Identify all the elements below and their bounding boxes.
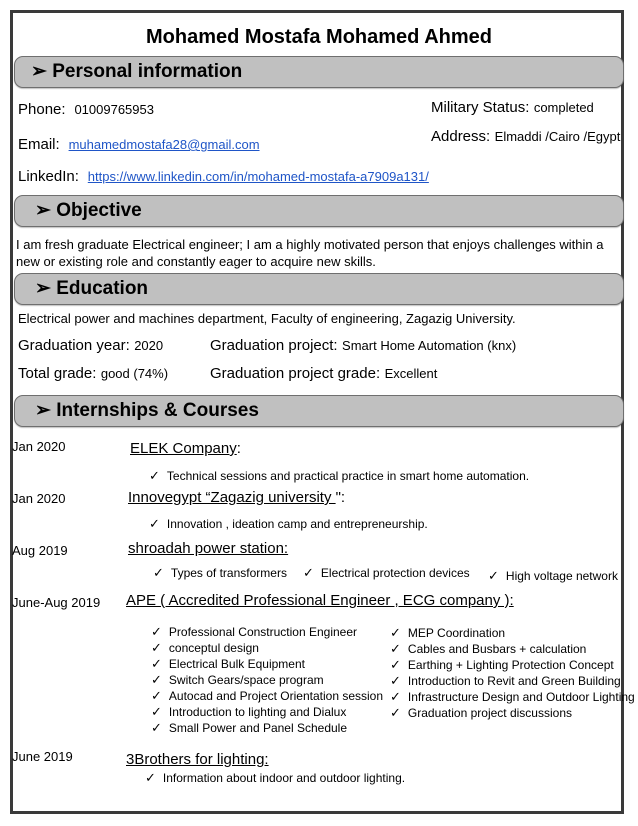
check-icon: ✓ bbox=[390, 705, 401, 720]
list-item: ✓ Types of transformers bbox=[153, 565, 287, 580]
project-grade-row: Graduation project grade: Excellent bbox=[210, 365, 438, 382]
section-band-personal bbox=[14, 56, 624, 88]
graduation-year-row: Graduation year: 2020 bbox=[18, 337, 164, 354]
total-grade-row: Total grade: good (74%) bbox=[18, 365, 169, 382]
entry-org: Innovegypt “Zagazig university ": bbox=[128, 489, 346, 506]
objective-text: I am fresh graduate Electrical engineer; I am a highly motivated person that enjoys challenges within a new or existing role and constantly eager to acquire new skills. bbox=[16, 237, 604, 269]
check-icon: ✓ bbox=[151, 720, 162, 735]
check-icon: ✓ bbox=[153, 565, 164, 580]
linkedin-row: LinkedIn: https://www.linkedin.com/in/mohamed-mostafa-a7909a131/ bbox=[18, 168, 429, 185]
course-list-left bbox=[151, 624, 383, 736]
list-item: ✓ Information about indoor and outdoor lighting. bbox=[145, 770, 406, 785]
list-item: ✓ Infrastructure Design and Outdoor Lighting bbox=[390, 689, 635, 704]
check-icon: ✓ bbox=[149, 468, 160, 483]
list-item: ✓ High voltage network bbox=[488, 568, 618, 583]
entry-date: Aug 2019 bbox=[12, 543, 68, 558]
list-item: ✓ Cables and Busbars + calculation bbox=[390, 641, 587, 656]
list-item: ✓ Autocad and Project Orientation session bbox=[151, 688, 384, 703]
entry-org: shroadah power station: bbox=[128, 540, 289, 557]
list-item: ✓ Innovation , ideation camp and entrepreneurship. bbox=[149, 516, 428, 531]
arrow-bullet-icon: ➢ bbox=[35, 278, 51, 299]
entry-date: June 2019 bbox=[12, 749, 73, 764]
check-icon: ✓ bbox=[390, 625, 401, 640]
section-band-objective bbox=[14, 195, 624, 227]
entry-org: APE ( Accredited Professional Engineer , ECG company ): bbox=[126, 592, 514, 609]
arrow-bullet-icon: ➢ bbox=[35, 200, 51, 221]
list-item: ✓ conceptul design bbox=[151, 640, 259, 655]
graduation-project-row: Graduation project: Smart Home Automation (knx) bbox=[210, 337, 517, 354]
entry-date: Jan 2020 bbox=[12, 439, 66, 454]
check-icon: ✓ bbox=[390, 689, 401, 704]
section-title-internships: ➢ Internships & Courses bbox=[35, 400, 259, 421]
list-item: ✓ Introduction to Revit and Green Building bbox=[390, 673, 621, 688]
check-icon: ✓ bbox=[390, 673, 401, 688]
check-icon: ✓ bbox=[151, 656, 162, 671]
email-row: Email: muhamedmostafa28@gmail.com bbox=[18, 136, 260, 153]
arrow-bullet-icon: ➢ bbox=[31, 61, 47, 82]
check-icon: ✓ bbox=[151, 640, 162, 655]
education-department: Electrical power and machines department, Faculty of engineering, Zagazig University. bbox=[18, 311, 516, 326]
list-item: ✓ MEP Coordination bbox=[390, 625, 506, 640]
address-row: Address: Elmaddi /Cairo /Egypt bbox=[431, 128, 621, 145]
email-link[interactable]: muhamedmostafa28@gmail.com bbox=[68, 137, 260, 152]
section-title-education: ➢ Education bbox=[35, 278, 149, 299]
entry-date: Jan 2020 bbox=[12, 491, 66, 506]
phone-row: Phone: 01009765953 bbox=[18, 101, 154, 118]
section-band-internships bbox=[14, 395, 624, 427]
phone-value: 01009765953 bbox=[74, 102, 154, 117]
list-item: ✓ Electrical Bulk Equipment bbox=[151, 656, 305, 671]
section-title-objective: ➢ Objective bbox=[35, 200, 142, 221]
entry-org: 3Brothers for lighting: bbox=[126, 751, 269, 768]
list-item: ✓ Small Power and Panel Schedule bbox=[151, 720, 348, 735]
section-band-education bbox=[14, 273, 624, 305]
military-row: Military Status: completed bbox=[431, 99, 594, 116]
check-icon: ✓ bbox=[151, 624, 162, 639]
check-icon: ✓ bbox=[390, 641, 401, 656]
list-item: ✓ Earthing + Lighting Protection Concept bbox=[390, 657, 614, 672]
linkedin-link[interactable]: https://www.linkedin.com/in/mohamed-mostafa-a7909a131/ bbox=[87, 169, 429, 184]
check-icon: ✓ bbox=[303, 565, 314, 580]
check-icon: ✓ bbox=[145, 770, 156, 785]
check-icon: ✓ bbox=[151, 704, 162, 719]
list-item: ✓ Graduation project discussions bbox=[390, 705, 572, 720]
check-icon: ✓ bbox=[488, 568, 499, 583]
course-list-right bbox=[390, 625, 635, 721]
check-icon: ✓ bbox=[149, 516, 160, 531]
list-item: ✓ Technical sessions and practical practice in smart home automation. bbox=[149, 468, 530, 483]
check-icon: ✓ bbox=[151, 672, 162, 687]
entry-org: ELEK Company: bbox=[130, 440, 241, 457]
check-icon: ✓ bbox=[390, 657, 401, 672]
page-title: Mohamed Mostafa Mohamed Ahmed bbox=[146, 26, 492, 48]
arrow-bullet-icon: ➢ bbox=[35, 400, 51, 421]
entry-date: June-Aug 2019 bbox=[12, 595, 101, 610]
list-item: ✓ Professional Construction Engineer bbox=[151, 624, 358, 639]
check-icon: ✓ bbox=[151, 688, 162, 703]
list-item: ✓ Introduction to lighting and Dialux bbox=[151, 704, 347, 719]
section-title-personal: ➢ Personal information bbox=[31, 61, 243, 82]
list-item: ✓ Electrical protection devices bbox=[303, 565, 470, 580]
list-item: ✓ Switch Gears/space program bbox=[151, 672, 324, 687]
